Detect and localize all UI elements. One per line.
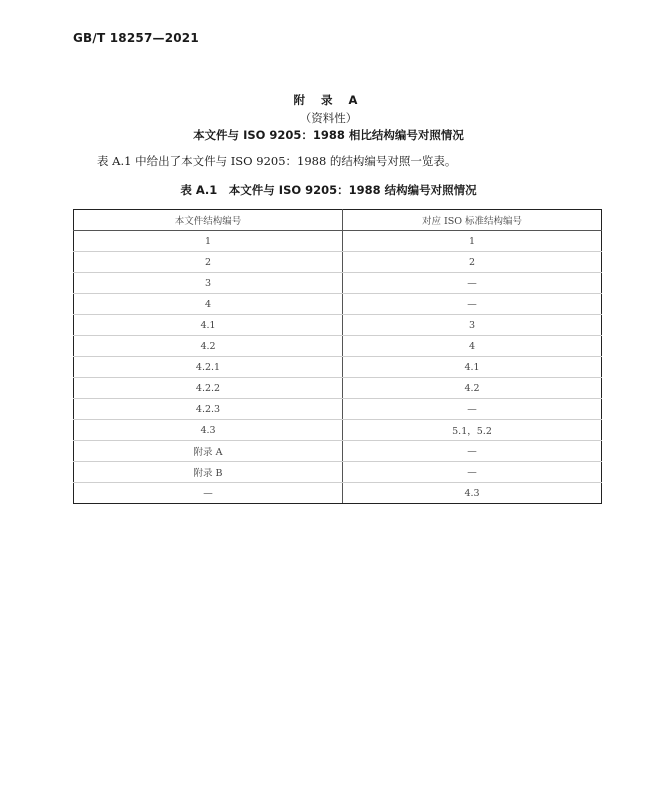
iso-clause: 2 <box>343 252 602 273</box>
table-row <box>74 315 602 336</box>
this-document-clause: 4.2.3 <box>74 399 343 420</box>
this-document-clause: 4 <box>74 294 343 315</box>
this-document-clause: 2 <box>74 252 343 273</box>
table-row <box>74 462 602 483</box>
table-row <box>74 441 602 462</box>
iso-clause: — <box>343 462 602 483</box>
this-document-clause: 1 <box>74 231 343 252</box>
this-document-clause: 4.2.2 <box>74 378 343 399</box>
iso-clause: — <box>343 294 602 315</box>
column-header-this-document: 本文件结构编号 <box>74 210 343 231</box>
table-row <box>74 483 602 504</box>
structure-comparison-table <box>73 209 602 504</box>
standard-number: GB/T 18257—2021 <box>73 31 199 45</box>
iso-clause: 3 <box>343 315 602 336</box>
this-document-clause: 附录 A <box>74 441 343 462</box>
this-document-clause: — <box>74 483 343 504</box>
table-row <box>74 357 602 378</box>
iso-clause: 1 <box>343 231 602 252</box>
this-document-clause: 4.2 <box>74 336 343 357</box>
table-row <box>74 399 602 420</box>
table-row <box>74 336 602 357</box>
this-document-clause: 4.3 <box>74 420 343 441</box>
iso-clause: 5.1，5.2 <box>343 420 602 441</box>
table-row <box>74 252 602 273</box>
this-document-clause: 附录 B <box>74 462 343 483</box>
table-row <box>74 378 602 399</box>
iso-clause: 4.2 <box>343 378 602 399</box>
column-header-iso-standard: 对应 ISO 标准结构编号 <box>343 210 602 231</box>
table-caption: 表 A.1 本文件与 ISO 9205：1988 结构编号对照情况 <box>180 183 477 197</box>
iso-clause: — <box>343 399 602 420</box>
this-document-clause: 4.2.1 <box>74 357 343 378</box>
this-document-clause: 3 <box>74 273 343 294</box>
annex-title: 附 录 A <box>293 93 364 107</box>
table-row <box>74 420 602 441</box>
this-document-clause: 4.1 <box>74 315 343 336</box>
annex-heading: 本文件与 ISO 9205：1988 相比结构编号对照情况 <box>193 128 464 142</box>
table-row <box>74 231 602 252</box>
table-header-row <box>74 210 602 231</box>
table-row <box>74 273 602 294</box>
iso-clause: 4 <box>343 336 602 357</box>
intro-paragraph: 表 A.1 中给出了本文件与 ISO 9205：1988 的结构编号对照一览表。 <box>97 154 457 168</box>
table-row <box>74 294 602 315</box>
iso-clause: — <box>343 273 602 294</box>
iso-clause: — <box>343 441 602 462</box>
iso-clause: 4.1 <box>343 357 602 378</box>
iso-clause: 4.3 <box>343 483 602 504</box>
annex-type: （资料性） <box>299 111 358 125</box>
